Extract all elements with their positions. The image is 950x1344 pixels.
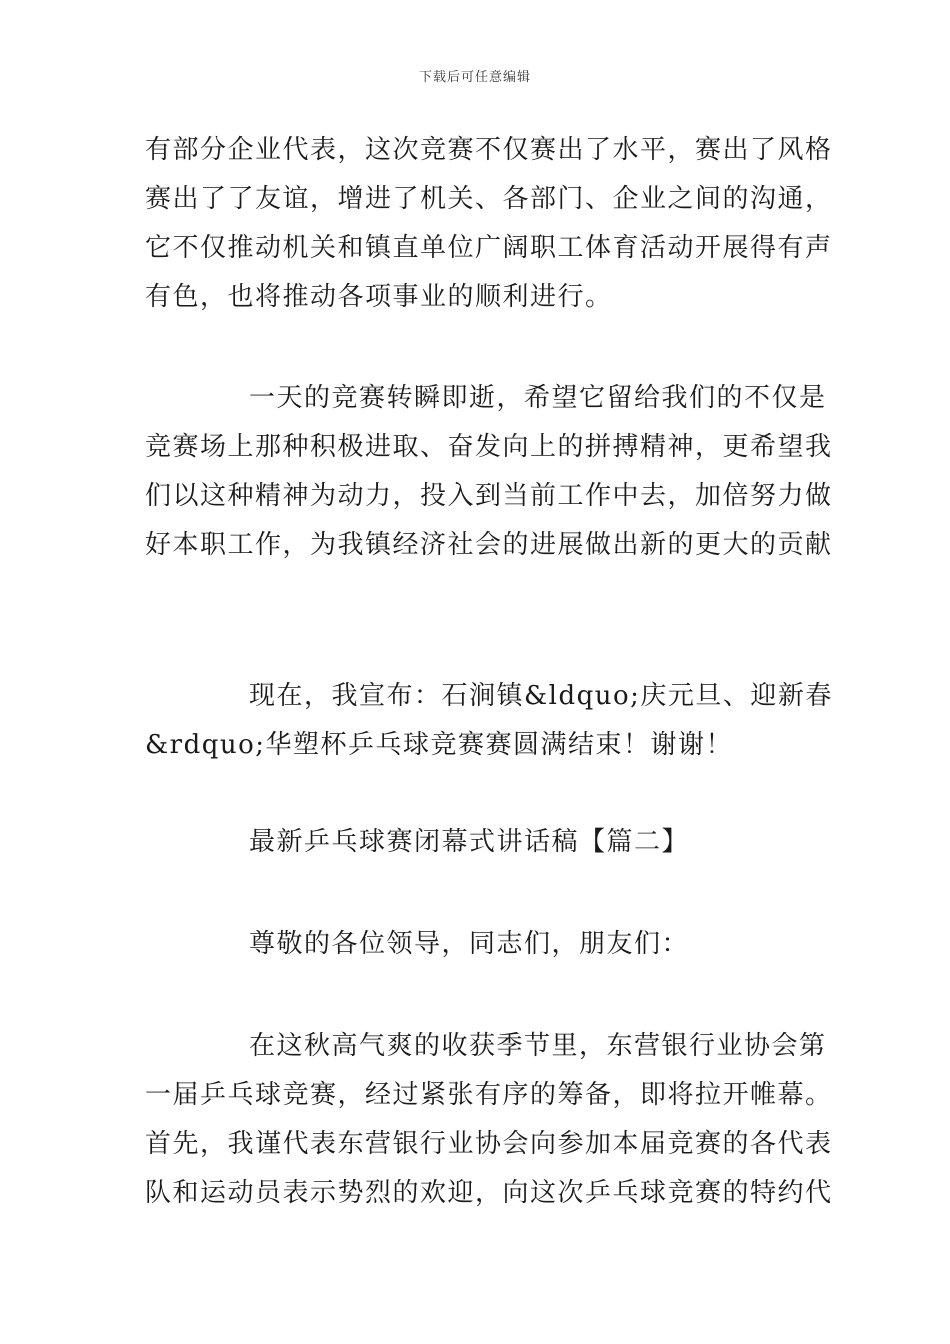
paragraph-line: 一届乒乓球竞赛，经过紧张有序的筹备，即将拉开帷幕。 — [145, 1080, 833, 1110]
paragraph-line: 赛出了了友谊，增进了机关、各部门、企业之间的沟通， — [145, 184, 833, 214]
paragraph-line: 有色，也将推动各项事业的顺利进行。 — [145, 282, 613, 312]
section-heading — [145, 818, 815, 867]
paragraph-3 — [145, 672, 833, 770]
paragraph-line: 一天的竞赛转瞬即逝，希望它留给我们的不仅是 — [249, 383, 827, 413]
paragraph-line: 好本职工作，为我镇经济社会的进展做出新的更大的贡献 — [145, 530, 833, 560]
salutation-text: 尊敬的各位领导，同志们，朋友们： — [249, 929, 690, 959]
paragraph-line: 首先，我谨代表东营银行业协会向参加本届竞赛的各代表 — [145, 1129, 833, 1159]
paragraph-6 — [145, 1022, 833, 1218]
paragraph-line: 在这秋高气爽的收获季节里，东营银行业协会第 — [249, 1031, 827, 1061]
paragraph-line: 有部分企业代表，这次竞赛不仅赛出了水平，赛出了风格 — [145, 135, 833, 165]
paragraph-2 — [145, 374, 833, 570]
paragraph-line: &rdquo;华塑杯乒乓球竞赛赛圆满结束！谢谢！ — [145, 730, 734, 760]
paragraph-line: 它不仅推动机关和镇直单位广阔职工体育活动开展得有声 — [145, 233, 833, 263]
paragraph-line: 们以这种精神为动力，投入到当前工作中去，加倍努力做 — [145, 481, 833, 511]
section-heading-text: 最新乒乓球赛闭幕式讲话稿【篇二】 — [249, 827, 690, 857]
paragraph-1 — [145, 126, 833, 322]
salutation — [145, 920, 815, 969]
paragraph-line: 队和运动员表示势烈的欢迎，向这次乒乓球竞赛的特约代 — [145, 1178, 833, 1208]
paragraph-line: 现在，我宣布：石涧镇&ldquo;庆元旦、迎新春 — [249, 681, 833, 711]
header-note: 下载后可任意编辑 — [418, 70, 531, 85]
paragraph-line: 竞赛场上那种积极进取、奋发向上的拼搏精神，更希望我 — [145, 432, 833, 462]
